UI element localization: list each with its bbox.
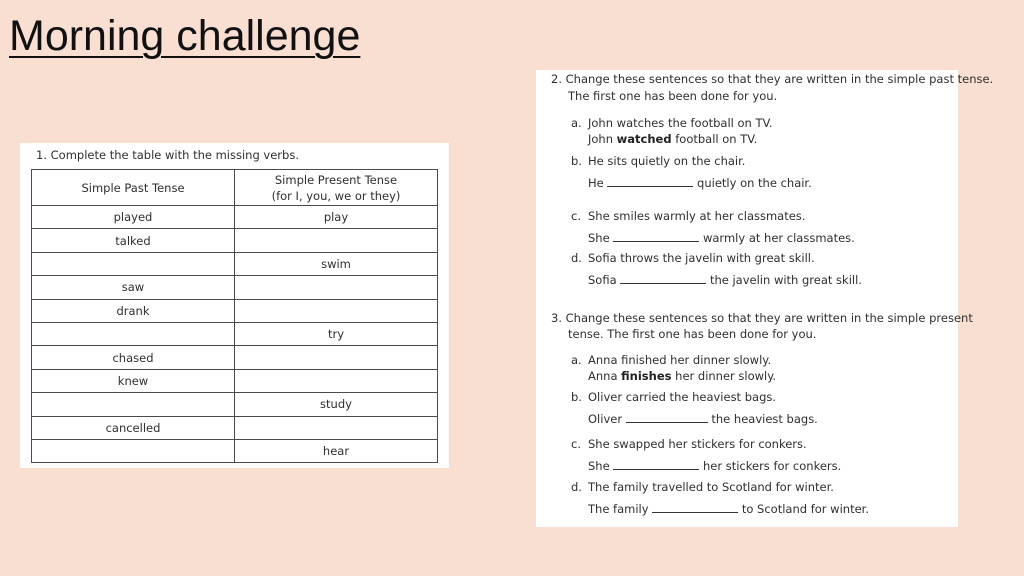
past-cell [32,393,235,416]
present-cell [235,229,438,252]
present-cell [235,416,438,439]
present-cell [235,299,438,322]
table-row [32,369,438,392]
answer-suffix: her dinner slowly. [675,369,777,383]
question-3-line1: 3. Change these sentences so that they are written in the simple present [551,311,973,325]
q3-item-b-sentence: Oliver carried the heaviest bags. [588,390,777,404]
verb-table-card [20,143,449,468]
table-row [32,276,438,299]
answer-prefix: The family [588,502,649,516]
q3-item-b-answer [588,411,818,427]
answer-prefix: She [588,459,610,473]
q3-item-a-label: a. [571,353,582,367]
table-row [32,229,438,252]
q2-item-d-answer [588,272,862,288]
present-cell: try [235,322,438,345]
q3-item-c-sentence: She swapped her stickers for conkers. [588,437,807,451]
present-cell [235,276,438,299]
past-cell: cancelled [32,416,235,439]
present-cell: swim [235,252,438,275]
q3-item-a-sentence: Anna finished her dinner slowly. [588,353,772,367]
table-row [32,299,438,322]
past-cell: chased [32,346,235,369]
answer-blank[interactable] [613,458,699,470]
q3-item-a-answer [588,369,776,384]
answer-suffix: quietly on the chair. [697,176,812,190]
past-cell: knew [32,369,235,392]
present-cell: play [235,206,438,229]
past-cell [32,322,235,345]
answer-blank[interactable] [626,411,708,423]
answer-suffix: to Scotland for winter. [741,502,869,516]
verb-table [31,169,438,463]
table-row [32,393,438,416]
present-cell [235,346,438,369]
q3-item-d-label: d. [571,480,582,494]
table-row [32,346,438,369]
q3-item-b-label: b. [571,390,582,404]
q3-item-c-label: c. [571,437,581,451]
column-header-present-line1: Simple Present Tense [274,172,398,187]
question-3-line2: tense. The first one has been done for you. [568,327,817,341]
answer-suffix: the heaviest bags. [711,412,818,426]
column-header-past: Simple Past Tense [32,170,235,206]
answer-prefix: Oliver [588,412,623,426]
answer-prefix: He [588,176,604,190]
column-header-present [235,170,438,206]
answer-suffix: warmly at her classmates. [702,231,855,245]
question-2-line1: 2. Change these sentences so that they are written in the simple past tense. [551,72,994,86]
q2-item-b-answer [588,175,812,191]
q2-item-d-sentence: Sofia throws the javelin with great skill. [588,251,815,265]
q2-item-b-sentence: He sits quietly on the chair. [588,154,746,168]
answer-blank[interactable] [613,230,699,242]
past-cell: saw [32,276,235,299]
q3-item-d-answer [588,501,869,517]
q2-item-a-label: a. [571,116,582,130]
q2-item-c-sentence: She smiles warmly at her classmates. [588,209,806,223]
slide-title: Morning challenge [9,12,361,60]
table-row [32,322,438,345]
answer-blank[interactable] [620,272,706,284]
column-header-present-line2: (for I, you, we or they) [271,188,401,203]
present-cell: hear [235,439,438,462]
sentence-exercise-card [536,70,994,527]
table-row [32,252,438,275]
q2-item-d-label: d. [571,251,582,265]
past-cell [32,439,235,462]
present-cell [235,369,438,392]
table-header-row [32,170,438,206]
answer-bold-verb: finishes [621,369,672,383]
table-row [32,206,438,229]
question-2-line2: The first one has been done for you. [568,89,778,103]
answer-suffix: football on TV. [675,132,758,146]
answer-prefix: Anna [588,369,618,383]
question-1-prompt: 1. Complete the table with the missing verbs. [36,148,299,162]
past-cell: played [32,206,235,229]
answer-suffix: her stickers for conkers. [702,459,842,473]
q2-item-b-label: b. [571,154,582,168]
table-row [32,439,438,462]
answer-prefix: Sofia [588,273,617,287]
past-cell [32,252,235,275]
past-cell: drank [32,299,235,322]
answer-prefix: She [588,231,610,245]
q3-item-d-sentence: The family travelled to Scotland for winter. [588,480,834,494]
answer-prefix: John [588,132,614,146]
table-row [32,416,438,439]
answer-blank[interactable] [652,501,738,513]
q2-item-c-answer [588,230,855,246]
q2-item-a-answer [588,132,757,147]
answer-suffix: the javelin with great skill. [709,273,862,287]
present-cell: study [235,393,438,416]
q3-item-c-answer [588,458,841,474]
past-cell: talked [32,229,235,252]
q2-item-a-sentence: John watches the football on TV. [588,116,773,130]
q2-item-c-label: c. [571,209,581,223]
answer-bold-verb: watched [616,132,672,146]
answer-blank[interactable] [607,175,693,187]
